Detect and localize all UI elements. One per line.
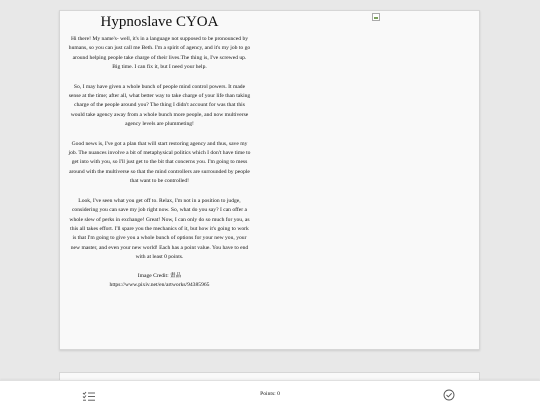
intro-paragraph-3: Good news is, I've got a plan that will start restoring agency and thus, save my job. The nuances involve a bit of metaphysical politics which I don't have time to get into with you, so I'll just get to the bit that concerns you. I'm going to mess around with the multiverse so that the mind controllers are surrounded by people that want to be controlled!: [68, 140, 251, 185]
points-counter: Points: 0: [260, 391, 280, 397]
intro-text-column: [68, 11, 251, 290]
page-title: Hypnoslave CYOA: [100, 14, 219, 30]
broken-image-icon: [372, 13, 380, 21]
image-credit-link[interactable]: https://www.pixiv.net/en/artworks/94385965: [109, 281, 210, 288]
checklist-icon[interactable]: [82, 389, 96, 400]
intro-card: [59, 10, 480, 350]
intro-paragraph-2: So, I may have given a whole bunch of people mind control powers. It made sense at the time; after all, what better way to take charge of your life than taking charge of the people around you? The thing I didn't account for was that this would take agency away from a whole bunch more people, and now multiverse agency levels are plummeting!: [68, 83, 251, 128]
image-credit-label: Image Credit: 畫品: [137, 272, 182, 279]
check-circle-icon[interactable]: [443, 388, 455, 400]
intro-paragraph-1: Hi there! My name's- well, it's in a language not supposed to be pronounced by humans, so you can just call me Beth. I'm a spirit of agency, and it's my job to go around helping people take charge of their lives.The thing is, I've screwed up. Big time. I can fix it, but I need your help.: [68, 36, 251, 71]
bottom-toolbar: [0, 380, 540, 405]
intro-paragraph-4: Look, I've seen what you get off to. Relax, I'm not in a position to judge, considering you can save my job right now. So, what do you say? I can offer a whole slew of perks in exchange! Great! Now, I can only do so much for you, as this all takes effort. I'll spare you the mechanics of it, but how it's going to work is that I'm going to give you a whole bunch of options for your new you, your new master, and even your new world! Each has a point value. You have to end with at least 0 points.: [69, 197, 250, 261]
image-credit: [68, 272, 251, 291]
